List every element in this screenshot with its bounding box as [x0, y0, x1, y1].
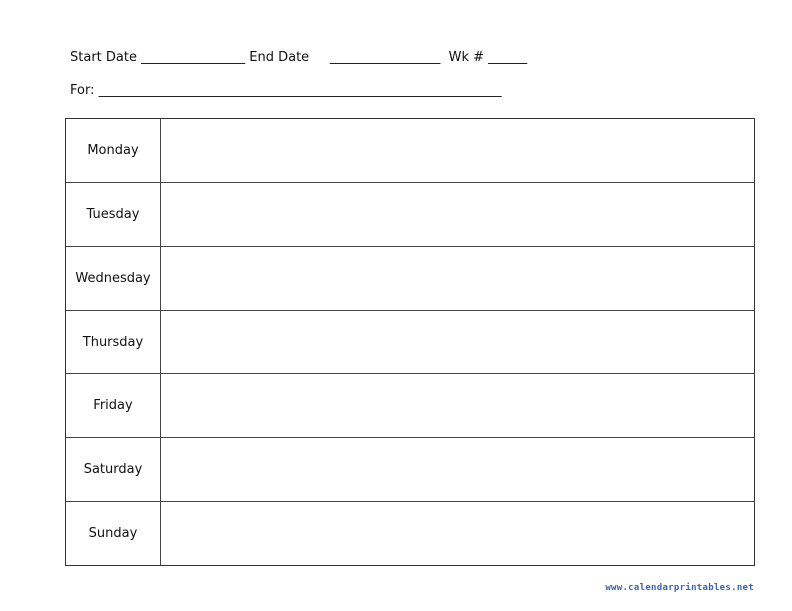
- day-label: Wednesday: [66, 247, 161, 310]
- for-label: For:: [70, 83, 95, 98]
- day-label: Sunday: [66, 502, 161, 565]
- day-row-saturday: [66, 438, 754, 502]
- week-number-field[interactable]: ______: [488, 50, 528, 65]
- weekly-planner-table: [65, 118, 755, 566]
- notes-cell-friday[interactable]: [161, 374, 754, 437]
- notes-cell-tuesday[interactable]: [161, 183, 754, 246]
- week-number-label: Wk #: [448, 50, 485, 65]
- day-row-monday: [66, 119, 754, 183]
- day-row-friday: [66, 374, 754, 438]
- end-date-label: End Date: [249, 50, 310, 65]
- day-row-thursday: [66, 311, 754, 375]
- date-range-line: [70, 50, 527, 66]
- notes-cell-thursday[interactable]: [161, 311, 754, 374]
- for-line: [70, 83, 502, 99]
- notes-cell-sunday[interactable]: [161, 502, 754, 565]
- day-label: Friday: [66, 374, 161, 437]
- day-row-tuesday: [66, 183, 754, 247]
- notes-cell-saturday[interactable]: [161, 438, 754, 501]
- day-label: Thursday: [66, 311, 161, 374]
- day-row-wednesday: [66, 247, 754, 311]
- end-date-field[interactable]: _________________: [329, 50, 441, 65]
- footer-website-link[interactable]: www.calendarprintables.net: [605, 583, 754, 593]
- for-field[interactable]: ______________________________________________________________: [98, 83, 502, 98]
- start-date-label: Start Date: [70, 50, 137, 65]
- start-date-field[interactable]: ________________: [141, 50, 246, 65]
- day-label: Saturday: [66, 438, 161, 501]
- day-row-sunday: [66, 502, 754, 565]
- day-label: Monday: [66, 119, 161, 182]
- notes-cell-monday[interactable]: [161, 119, 754, 182]
- notes-cell-wednesday[interactable]: [161, 247, 754, 310]
- day-label: Tuesday: [66, 183, 161, 246]
